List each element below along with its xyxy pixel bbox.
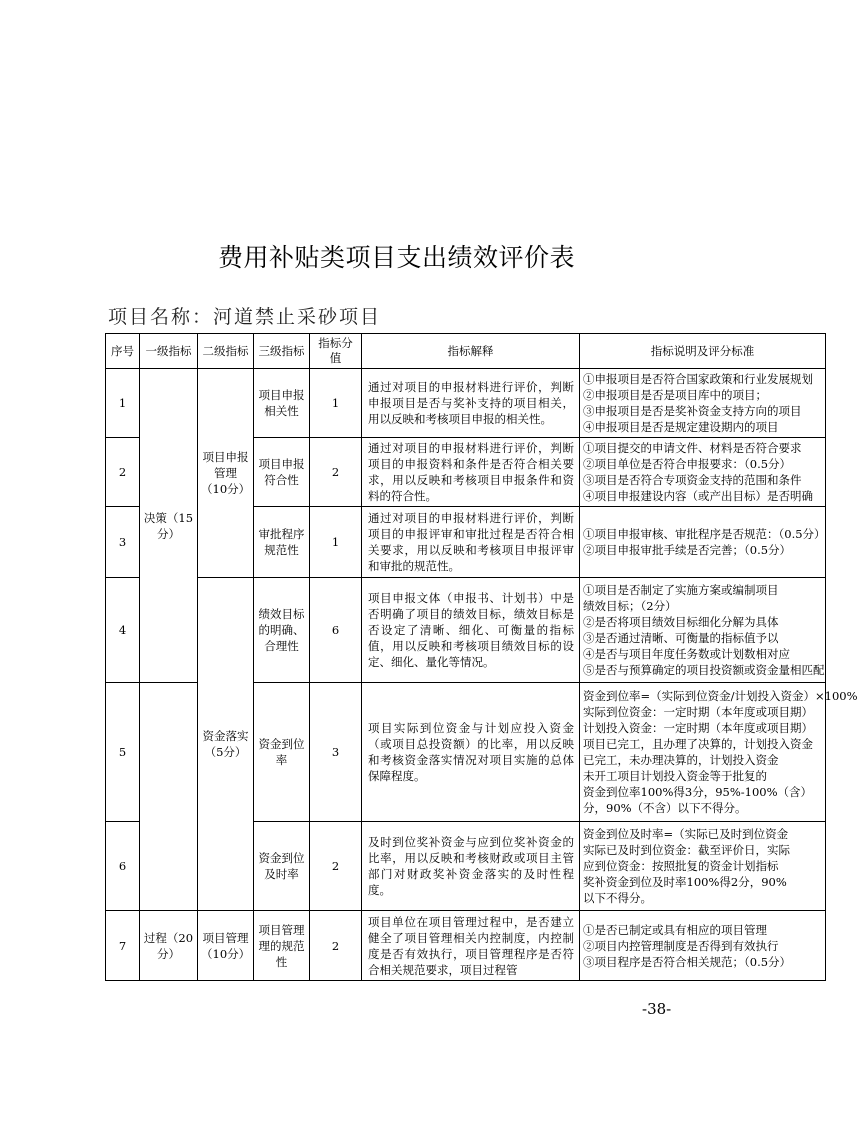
level3-cell: 项目管理理的规范性 — [254, 911, 310, 981]
row-number: 2 — [106, 438, 140, 507]
description-line: 项目已完工，且办理了决算的，计划投入资金 — [583, 737, 813, 751]
description-line: ②项目申报审批手续是否完善；（0.5分） — [583, 543, 792, 557]
header-cell: 指标解释 — [362, 334, 580, 369]
description-cell — [580, 911, 826, 981]
description-line: ⑤是否与预算确定的项目投资额或资金量相匹配 — [583, 663, 825, 677]
score-cell: 2 — [310, 822, 362, 911]
description-cell — [580, 578, 826, 683]
header-cell: 二级指标 — [198, 334, 254, 369]
description-line: ①申报项目是否符合国家政策和行业发展规划 — [583, 372, 813, 386]
explanation-cell: 项目单位在项目管理过程中，是否建立健全了项目管理相关内控制度，内控制度是否有效执行，项目管理程序是否符合相关规范要求，项目过程管 — [362, 911, 580, 981]
description-line: 实际已及时到位资金：截至评价日，实际 — [583, 843, 790, 857]
project-name: 项目名称：河道禁止采砂项目 — [108, 306, 382, 328]
description-line: ①项目提交的申请文件、材料是否符合要求 — [583, 441, 802, 455]
description-line: ③是否通过清晰、可衡量的指标值予以 — [583, 631, 779, 645]
description-line: 计划投入资金：一定时期（本年度或项目期） — [583, 721, 813, 735]
description-cell — [580, 507, 826, 578]
description-line: ②项目单位是否符合申报要求：（0.5分） — [583, 457, 792, 471]
description-line: ②是否将项目绩效目标细化分解为具体 — [583, 615, 779, 629]
description-cell — [580, 822, 826, 911]
description-cell — [580, 683, 858, 822]
row-number: 4 — [106, 578, 140, 683]
header-cell: 指标说明及评分标准 — [580, 334, 826, 369]
description-line: 资金到位率100%得3分，95%-100%（含） — [583, 785, 813, 799]
description-line: 资金到位率=（实际到位资金/计划投入资金）×100% — [583, 689, 858, 703]
description-cell — [580, 369, 826, 438]
description-line: 未开工项目计划投入资金等于批复的 — [583, 769, 767, 783]
evaluation-table — [105, 333, 858, 981]
description-cell — [580, 438, 826, 507]
level1-cell: 决策（15分） — [140, 369, 198, 683]
description-line: ③项目程序是否符合相关规范；（0.5分） — [583, 954, 792, 969]
header-cell: 三级指标 — [254, 334, 310, 369]
row-number: 6 — [106, 822, 140, 911]
header-cell: 一级指标 — [140, 334, 198, 369]
description-line: ④是否与项目年度任务数或计划数相对应 — [583, 647, 790, 661]
row-number: 1 — [106, 369, 140, 438]
header-cell: 指标分值 — [310, 334, 362, 369]
explanation-cell: 通过对项目的申报材料进行评价，判断项目的申报资料和条件是否符合相关要求，用以反映和考核项目申报条件和资料的符合性。 — [362, 438, 580, 507]
description-line: 绩效目标；（2分） — [583, 599, 677, 613]
explanation-cell: 及时到位奖补资金与应到位奖补资金的比率，用以反映和考核财政或项目主管部门对财政奖补资金落实的及时性程度。 — [362, 822, 580, 911]
description-line: ③申报项目是否是奖补资金支持方向的项目 — [583, 404, 802, 418]
description-line: ④项目申报建设内容（或产出目标）是否明确 — [583, 489, 813, 503]
score-cell: 6 — [310, 578, 362, 683]
description-line: 实际到位资金：一定时期（本年度或项目期） — [583, 705, 813, 719]
page-number: -38- — [642, 1000, 672, 1018]
description-line: 资金到位及时率=（实际已及时到位资金 — [583, 827, 789, 841]
explanation-cell: 项目申报文体（申报书、计划书）中是否明确了项目的绩效目标，绩效目标是否设定了清晰、细化、可衡量的指标值，用以反映和考核项目绩效目标的设定、细化、量化等情况。 — [362, 578, 580, 683]
description-line: ①是否已制定或具有相应的项目管理 — [583, 922, 767, 937]
level2-cell: 资金落实（5分） — [198, 578, 254, 911]
table-row — [106, 369, 826, 438]
page-title: 费用补贴类项目支出绩效评价表 — [217, 243, 575, 272]
description-line: 奖补资金到位及时率100%得2分，90% — [583, 875, 787, 889]
explanation-cell: 通过对项目的申报材料进行评价，判断项目的申报评审和审批过程是否符合相关要求，用以反映和考核项目申报评审和审批的规范性。 — [362, 507, 580, 578]
description-line: 以下不得分。 — [583, 891, 652, 905]
description-line: 分，90%（不含）以下不得分。 — [583, 801, 747, 815]
level3-cell: 绩效目标的明确、合理性 — [254, 578, 310, 683]
score-cell: 2 — [310, 438, 362, 507]
table-header-row — [106, 334, 826, 369]
score-cell: 1 — [310, 507, 362, 578]
row-number: 3 — [106, 507, 140, 578]
level2-cell: 项目管理（10分） — [198, 911, 254, 981]
description-line: ②申报项目是否是项目库中的项目； — [583, 388, 767, 402]
score-cell: 3 — [310, 683, 362, 822]
table-row — [106, 578, 826, 683]
description-line: ①项目申报审核、审批程序是否规范：（0.5分） — [583, 527, 826, 541]
level1-cell-blank — [140, 683, 198, 911]
table-row — [106, 911, 826, 981]
level2-cell: 项目申报管理（10分） — [198, 369, 254, 578]
description-line: ①项目是否制定了实施方案或编制项目 — [583, 583, 779, 597]
score-cell: 1 — [310, 369, 362, 438]
row-number: 7 — [106, 911, 140, 981]
description-line: ②项目内控管理制度是否得到有效执行 — [583, 938, 779, 953]
level3-cell: 审批程序规范性 — [254, 507, 310, 578]
level3-cell: 资金到位及时率 — [254, 822, 310, 911]
level3-cell: 项目申报符合性 — [254, 438, 310, 507]
description-line: ④申报项目是否是规定建设期内的项目 — [583, 420, 779, 434]
header-cell: 序号 — [106, 334, 140, 369]
explanation-cell: 通过对项目的申报材料进行评价，判断申报项目是否与奖补支持的项目相关，用以反映和考核项目申报的相关性。 — [362, 369, 580, 438]
row-number: 5 — [106, 683, 140, 822]
description-line: 应到位资金：按照批复的资金计划指标 — [583, 859, 779, 873]
level1-cell: 过程（20分） — [140, 911, 198, 981]
description-line: ③项目是否符合专项资金支持的范围和条件 — [583, 473, 802, 487]
level3-cell: 资金到位率 — [254, 683, 310, 822]
description-line: 已完工，未办理决算的，计划投入资金 — [583, 753, 779, 767]
level3-cell: 项目申报相关性 — [254, 369, 310, 438]
explanation-cell: 项目实际到位资金与计划应投入资金（或项目总投资额）的比率，用以反映和考核资金落实情况对项目实施的总体保障程度。 — [362, 683, 580, 822]
score-cell: 2 — [310, 911, 362, 981]
